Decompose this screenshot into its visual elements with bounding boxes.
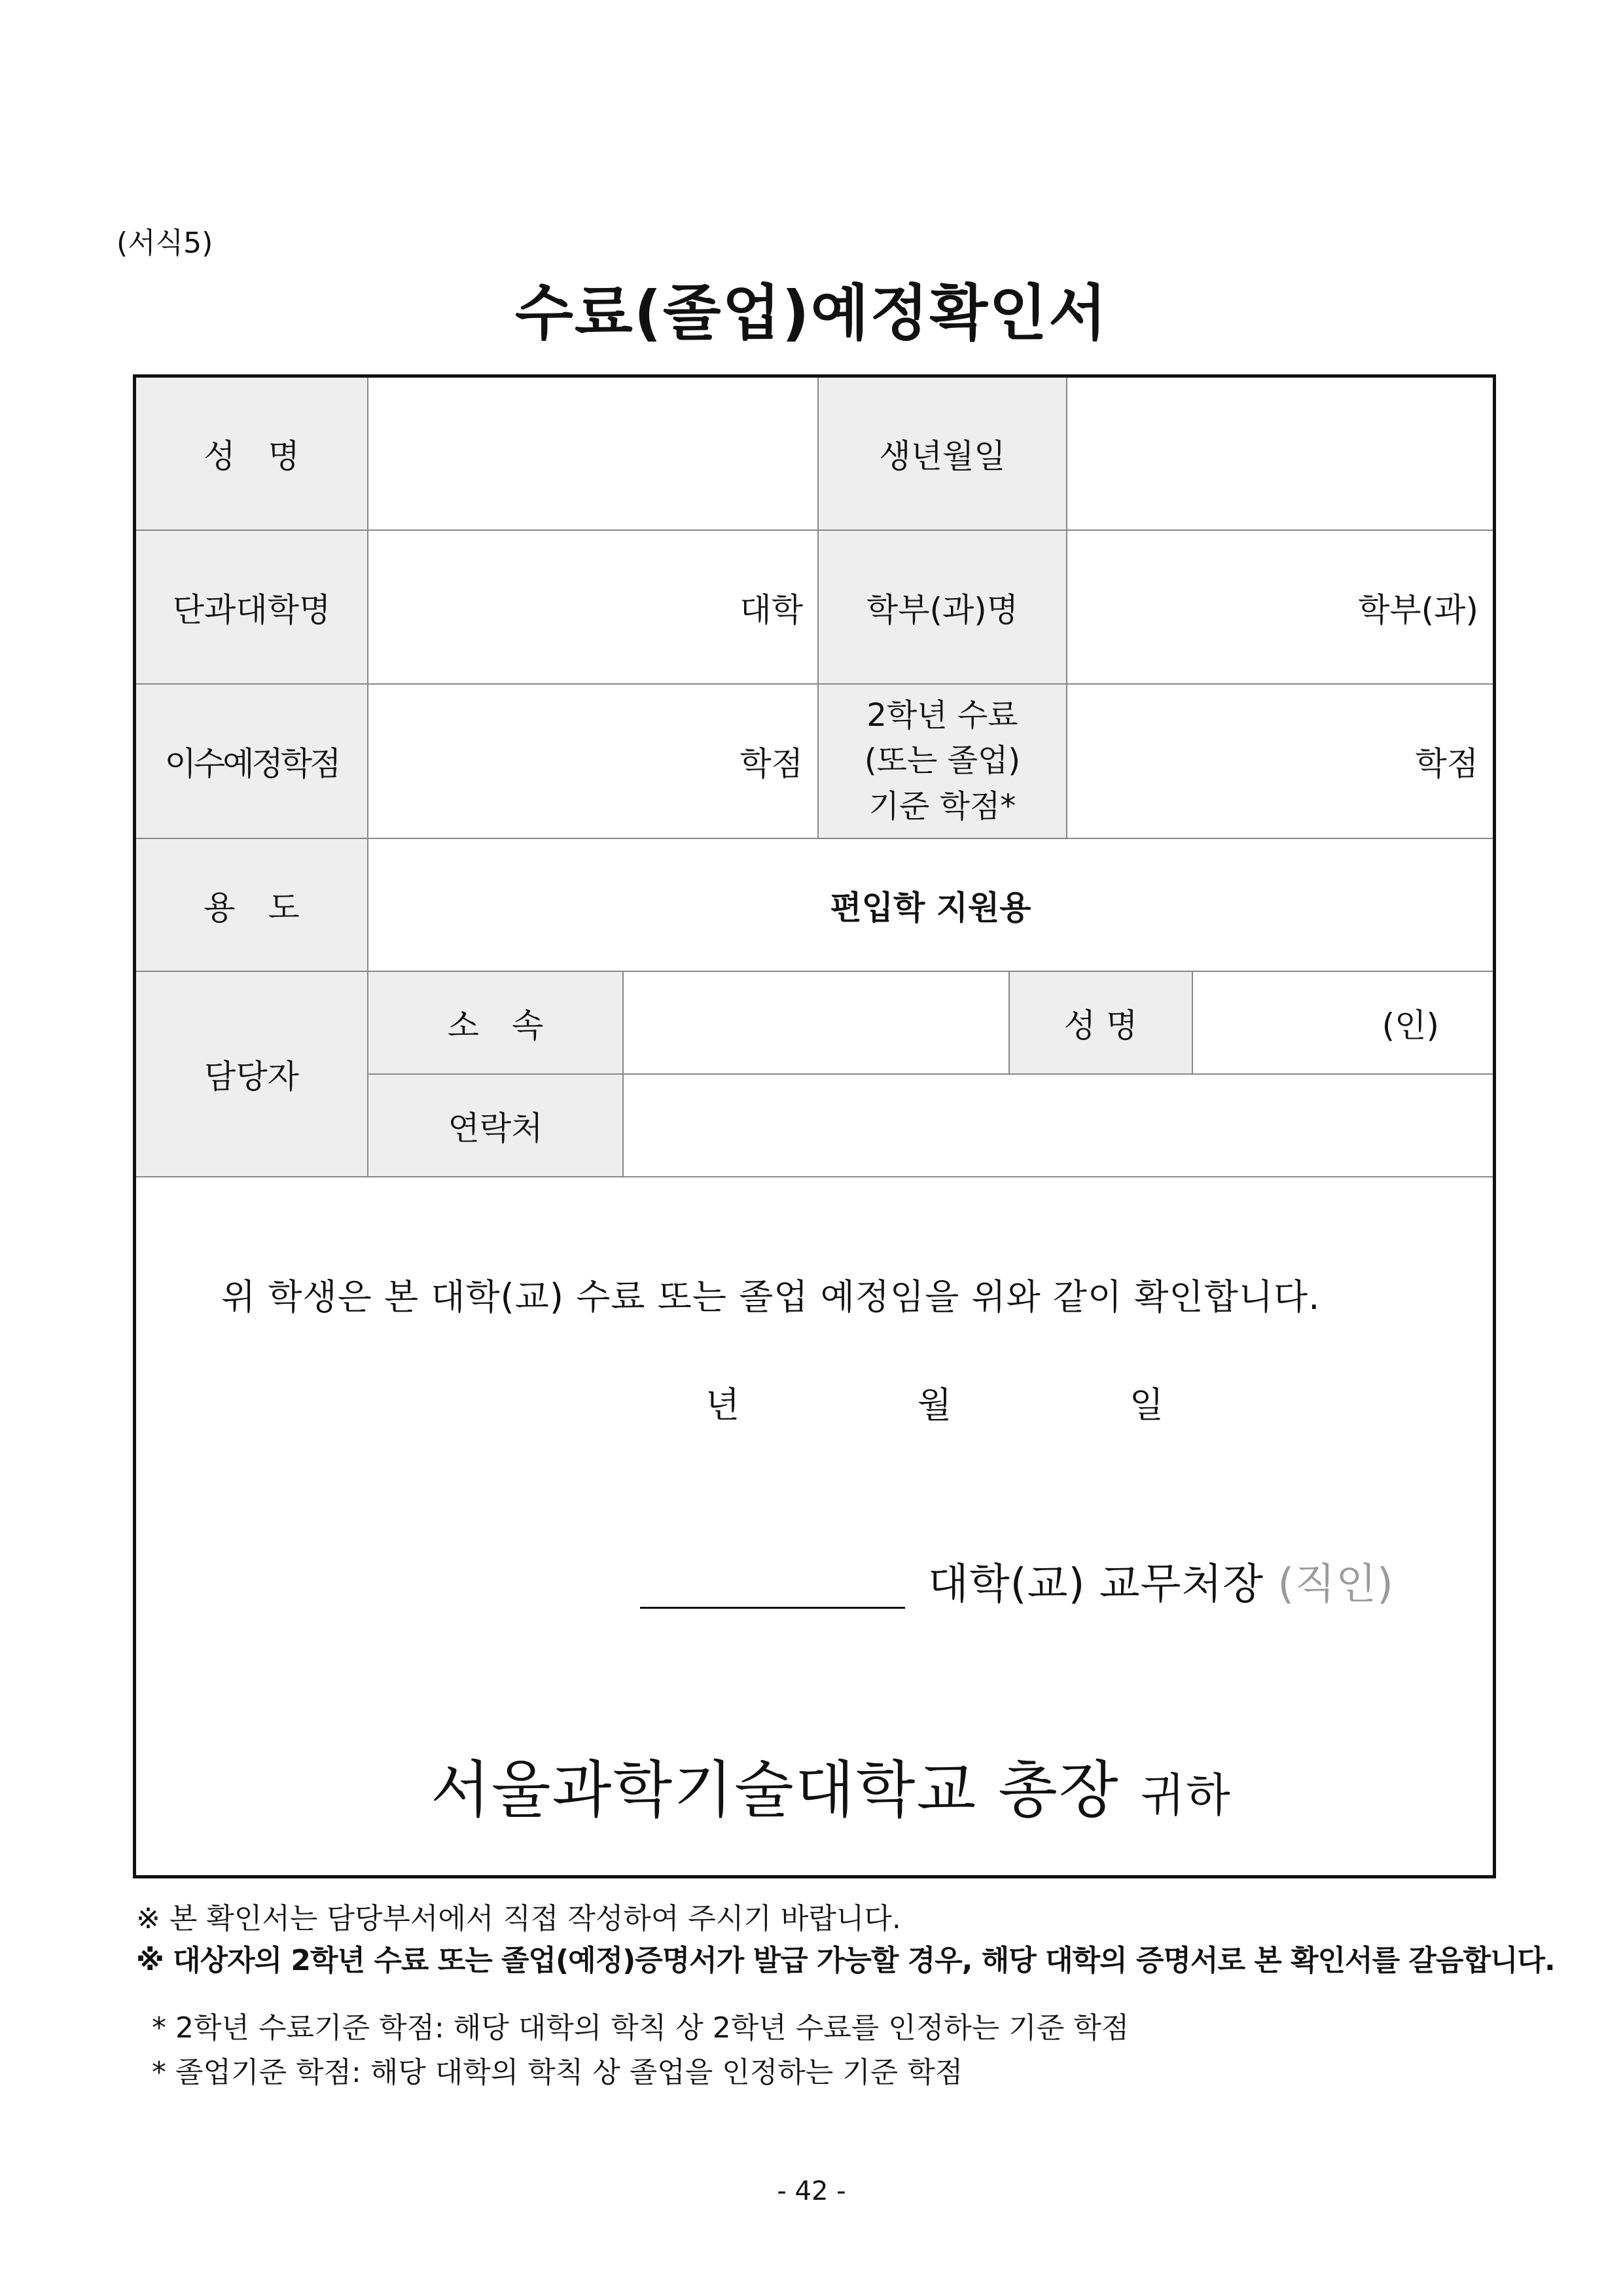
officer-name-label: 성 명 [1010,972,1193,1075]
name-label: 성 명 [136,378,368,531]
form-code: (서식5) [116,226,213,260]
college-field[interactable] [368,531,819,685]
footnotes [152,2006,1129,2095]
standard-credits-label [819,685,1067,839]
college-label: 단과대학명 [136,531,368,685]
officer-name-field[interactable] [1193,972,1493,1075]
standard-credits-field[interactable] [1067,685,1493,839]
notes [136,1898,1555,1982]
date-year: 년 [705,1384,740,1426]
recipient-suffix: 귀하 [1140,1768,1232,1822]
credits-suffix: 학점 [740,745,803,783]
confirmation-statement: 위 학생은 본 대학(교) 수료 또는 졸업 예정임을 위와 같이 확인합니다. [221,1276,1321,1318]
birth-field[interactable] [1067,378,1493,531]
confirmation-body [136,1177,1493,1875]
note-1: ※ 본 확인서는 담당부서에서 직접 작성하여 주시기 바랍니다. [136,1902,901,1935]
note-2: ※ 대상자의 2학년 수료 또는 졸업(예정)증명서가 발급 가능할 경우, 해당 대학의 증명서로 본 확인서를 갈음합니다. [136,1943,1555,1977]
officer-label: 담당자 [136,972,368,1177]
issuer-text: 대학(교) 교무처장 [928,1560,1264,1609]
affiliation-field[interactable] [624,972,1010,1075]
dept-label: 학부(과)명 [819,531,1067,685]
recipient [431,1740,1232,1829]
college-suffix: 대학 [740,590,803,629]
purpose-label: 용 도 [136,839,368,972]
standard-label-line-1: 2학년 수료 [866,696,1018,734]
issuer-blank-line[interactable] [640,1605,905,1609]
name-field[interactable] [368,378,819,531]
dept-suffix: 학부(과) [1358,590,1478,629]
recipient-name: 서울과학기술대학교 총장 [431,1755,1120,1826]
form-frame [133,374,1496,1878]
page-number: - 42 - [777,2176,846,2206]
standard-suffix: 학점 [1415,745,1478,783]
standard-label-line-2: (또는 졸업) [864,742,1021,780]
date-day: 일 [1129,1384,1164,1426]
seal-mark: (인) [1382,1006,1439,1045]
document-title: 수료(졸업)예정확인서 [515,278,1108,348]
contact-label: 연락처 [368,1075,624,1177]
birth-label: 생년월일 [819,378,1067,531]
affiliation-label: 소 속 [368,972,624,1075]
credits-field[interactable] [368,685,819,839]
credits-label: 이수예정학점 [136,685,368,839]
date-row [705,1377,1164,1427]
issuer [928,1551,1394,1611]
footnote-2: * 졸업기준 학점: 해당 대학의 학칙 상 졸업을 인정하는 기준 학점 [152,2056,963,2090]
date-month: 월 [917,1384,952,1426]
dept-field[interactable] [1067,531,1493,685]
purpose-value: 편입학 지원용 [368,839,1493,972]
contact-field[interactable] [624,1075,1493,1177]
official-seal-mark: (직인) [1277,1560,1394,1609]
footnote-1: * 2학년 수료기준 학점: 해당 대학의 학칙 상 2학년 수료를 인정하는 기준 학점 [152,2011,1130,2045]
standard-label-line-3: 기준 학점* [868,787,1016,825]
